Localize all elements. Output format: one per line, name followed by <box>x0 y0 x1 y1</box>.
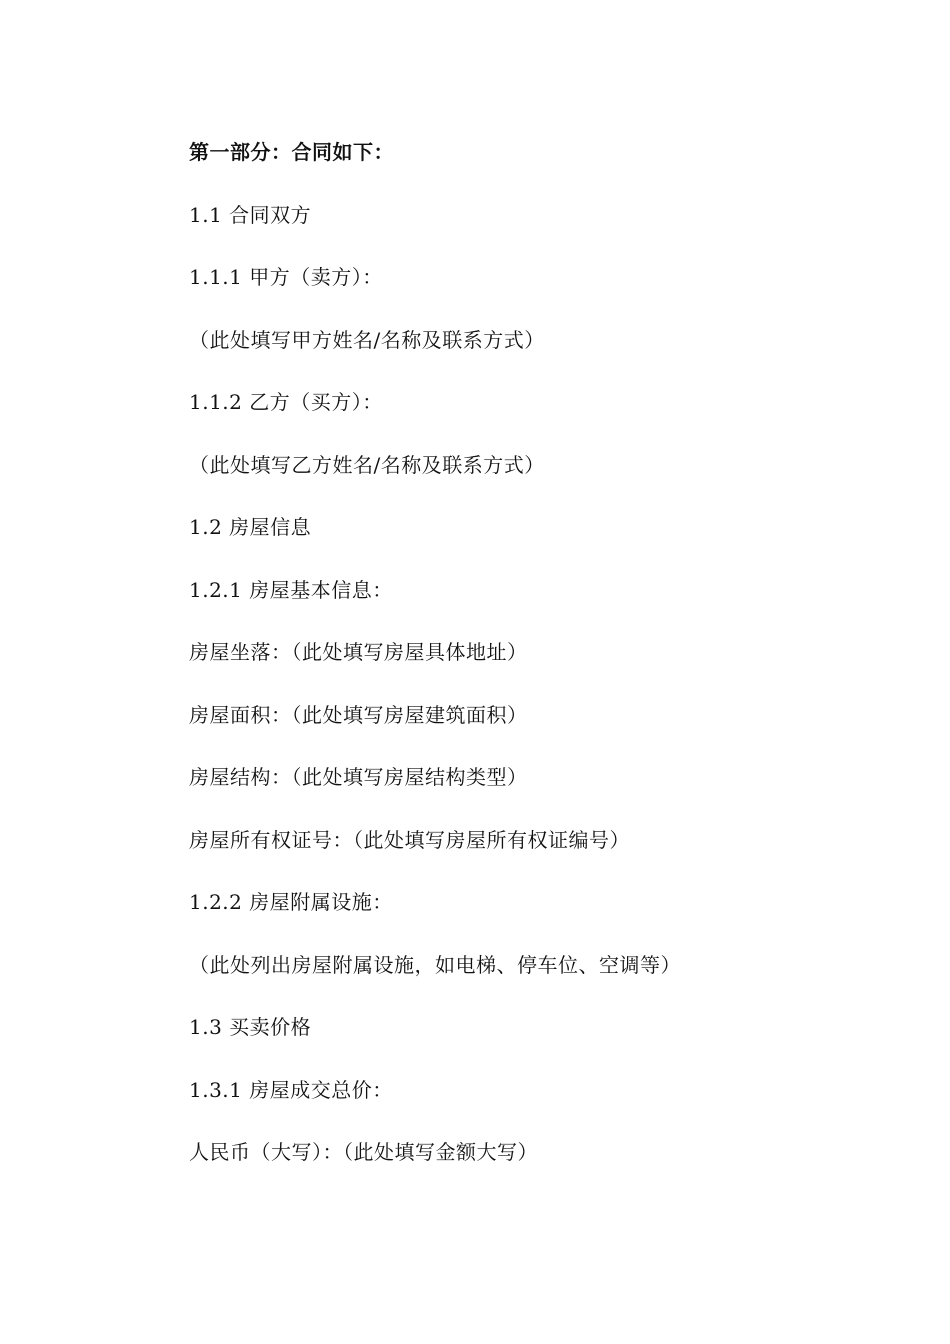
price-uppercase-field: 人民币（大写）：（此处填写金额大写） <box>189 1140 538 1164</box>
house-structure-field: 房屋结构：（此处填写房屋结构类型） <box>189 765 528 789</box>
clause-1-1-1-party-a-label: 1.1.1 甲方（卖方）： <box>189 265 383 289</box>
party-b-placeholder: （此处填写乙方姓名/名称及联系方式） <box>189 452 545 477</box>
facilities-placeholder: （此处列出房屋附属设施，如电梯、停车位、空调等） <box>189 952 681 977</box>
clause-1-1-title: 1.1 合同双方 <box>189 202 312 227</box>
section-heading: 第一部分：合同如下： <box>189 140 394 164</box>
house-area-field: 房屋面积：（此处填写房屋建筑面积） <box>189 702 528 727</box>
clause-1-2-2-label: 1.2.2 房屋附属设施： <box>189 890 393 914</box>
house-location-field: 房屋坐落：（此处填写房屋具体地址） <box>189 640 528 664</box>
clause-1-3-1-label: 1.3.1 房屋成交总价： <box>189 1077 393 1102</box>
document-body <box>189 132 869 1195</box>
clause-1-3-title: 1.3 买卖价格 <box>189 1015 312 1039</box>
clause-1-1-2-party-b-label: 1.1.2 乙方（买方）： <box>189 390 383 414</box>
clause-1-2-title: 1.2 房屋信息 <box>189 515 312 539</box>
party-a-placeholder: （此处填写甲方姓名/名称及联系方式） <box>189 327 545 352</box>
clause-1-2-1-label: 1.2.1 房屋基本信息： <box>189 577 393 602</box>
house-certificate-field: 房屋所有权证号：（此处填写房屋所有权证编号） <box>189 827 630 852</box>
